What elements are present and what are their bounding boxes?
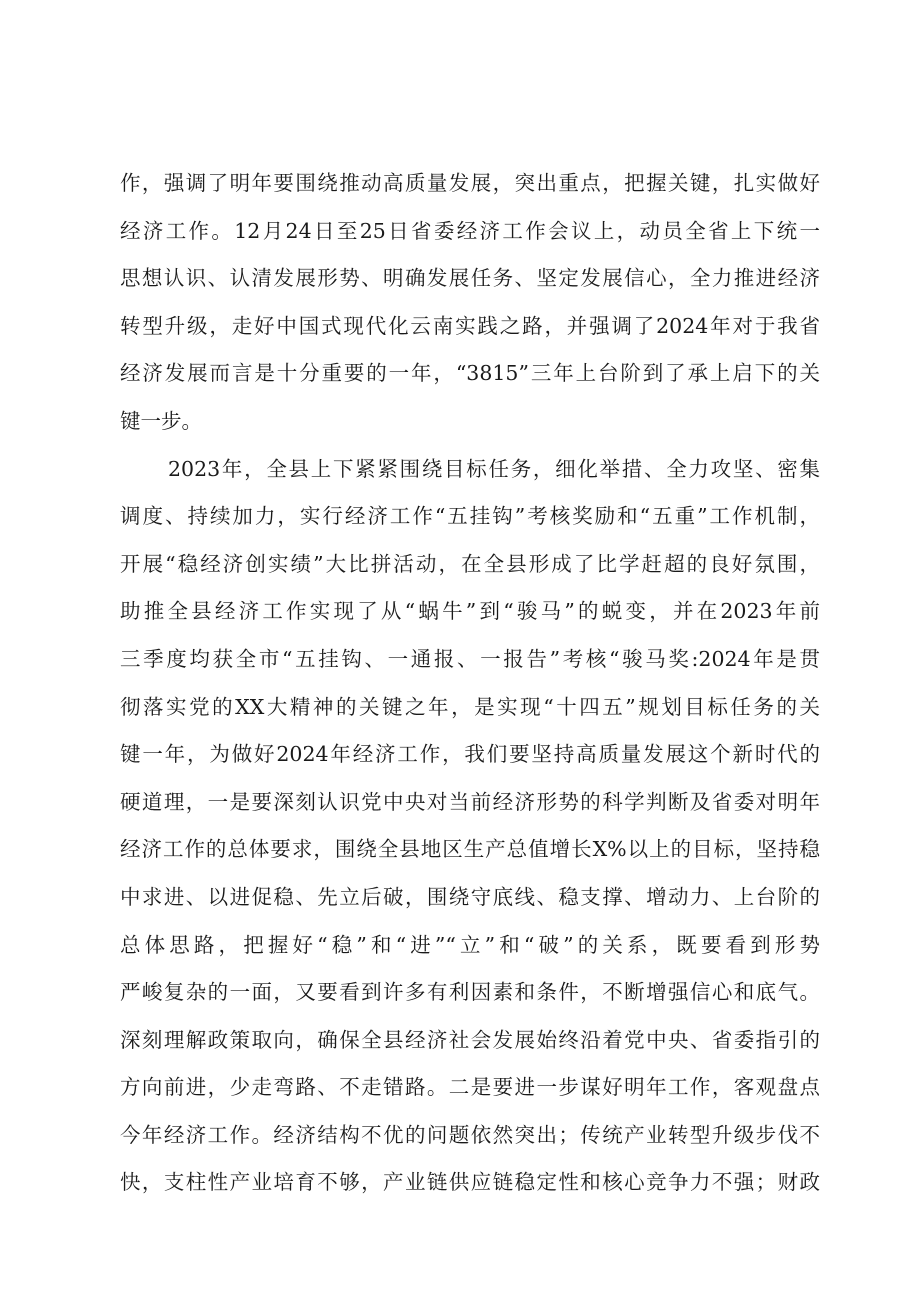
text-line: 深刻理解政策取向，确保全县经济社会发展始终沿着党中央、省委指引的 xyxy=(120,1027,820,1052)
paragraph-first-line: 2023年，全县上下紧紧围绕目标任务，细化举措、全力攻坚、密集 xyxy=(168,456,820,481)
text-line: 总体思路，把握好“稳”和“进”“立”和“破”的关系，既要看到形势 xyxy=(120,932,820,957)
text-line: 作，强调了明年要围绕推动高质量发展，突出重点，把握关键，扎实做好 xyxy=(120,171,820,195)
text-line: 方向前进，少走弯路、不走错路。二是要进一步谋好明年工作，客观盘点 xyxy=(120,1075,820,1100)
text-line: 经济工作的总体要求，围绕全县地区生产总值增长X%以上的目标，坚持稳 xyxy=(120,837,820,862)
text-line: 调度、持续加力，实行经济工作“五挂钩”考核奖励和“五重”工作机制， xyxy=(120,504,820,529)
text-line: 助推全县经济工作实现了从“蜗牛”到“骏马”的蜕变，并在2023年前 xyxy=(120,599,820,624)
text-line: 彻落实党的XX大精神的关键之年，是实现“十四五”规划目标任务的关 xyxy=(120,694,820,719)
text-line: 思想认识、认清发展形势、明确发展任务、坚定发展信心，全力推进经济 xyxy=(120,266,820,291)
text-line: 三季度均获全市“五挂钩、一通报、一报告”考核“骏马奖:2024年是贯 xyxy=(120,646,820,671)
text-line: 键一步。 xyxy=(120,408,202,433)
text-line: 经济发展而言是十分重要的一年，“3815”三年上台阶到了承上启下的关 xyxy=(120,361,820,386)
text-line: 硬道理，一是要深刻认识党中央对当前经济形势的科学判断及省委对明年 xyxy=(120,789,820,814)
text-line: 今年经济工作。经济结构不优的问题依然突出；传统产业转型升级步伐不 xyxy=(120,1122,820,1147)
text-line: 中求进、以进促稳、先立后破，围绕守底线、稳支撑、增动力、上台阶的 xyxy=(120,884,820,909)
text-line: 严峻复杂的一面，又要看到许多有利因素和条件，不断增强信心和底气。 xyxy=(120,980,820,1005)
text-line: 开展“稳经济创实绩”大比拼活动，在全县形成了比学赶超的良好氛围， xyxy=(120,551,820,576)
text-line: 经济工作。12月24日至25日省委经济工作会议上，动员全省上下统一 xyxy=(120,218,820,243)
text-line: 快，支柱性产业培育不够，产业链供应链稳定性和核心竞争力不强；财政 xyxy=(120,1170,820,1195)
text-line: 转型升级，走好中国式现代化云南实践之路，并强调了2024年对于我省 xyxy=(120,313,820,338)
body-text xyxy=(120,160,820,1207)
text-line: 键一年，为做好2024年经济工作，我们要坚持高质量发展这个新时代的 xyxy=(120,742,820,767)
